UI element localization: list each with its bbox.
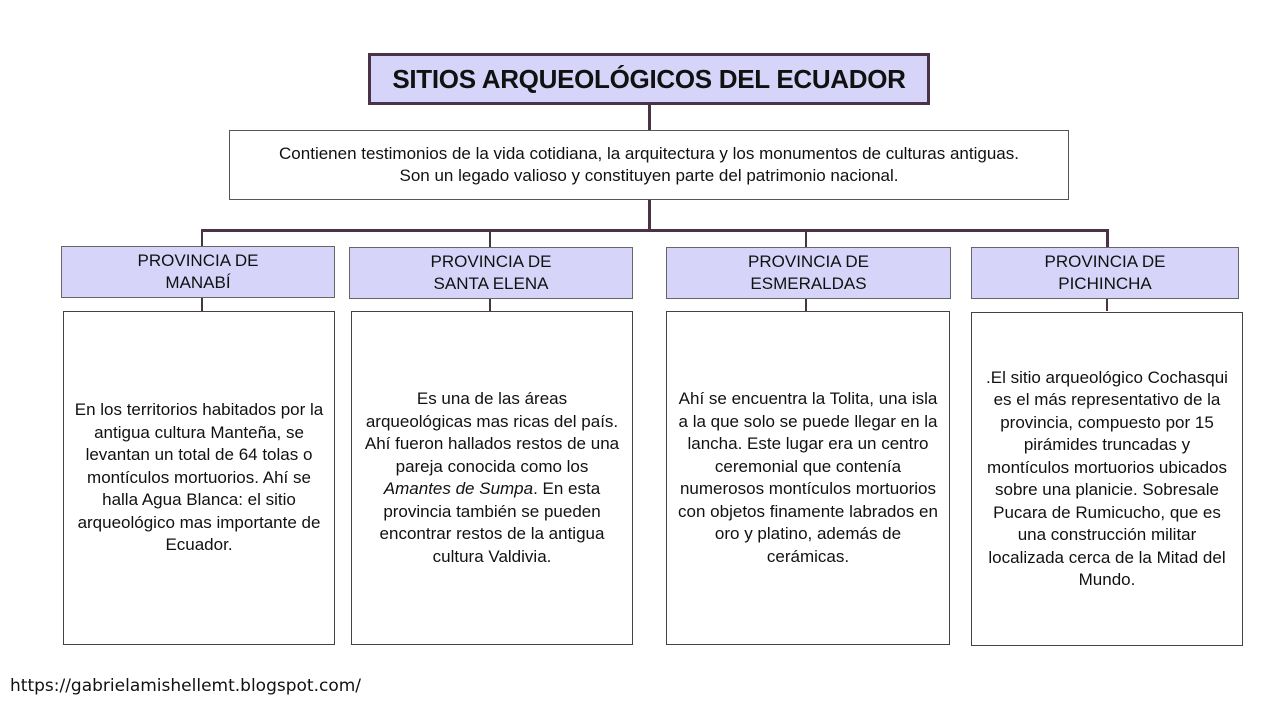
connector-horizontal-bus bbox=[201, 229, 1109, 232]
province-header-esmeraldas bbox=[666, 247, 951, 299]
province-description-esmeraldas bbox=[666, 311, 950, 645]
intro-line-1: Contienen testimonios de la vida cotidiana, la arquitectura y los monumentos de culturas antiguas. bbox=[279, 144, 1019, 163]
description-text-after: . En esta provincia también se pueden encontrar restos de la antigua cultura Valdivia. bbox=[379, 479, 605, 566]
province-header-manabi bbox=[61, 246, 335, 298]
description-text-italic: Amantes de Sumpa bbox=[383, 479, 534, 498]
province-description-pichincha bbox=[971, 312, 1243, 646]
province-label-line1: PROVINCIA DE bbox=[748, 252, 869, 271]
connector-manabi-desc bbox=[201, 297, 203, 311]
province-label-line1: PROVINCIA DE bbox=[137, 251, 259, 270]
description-text: En los territorios habitados por la antigua cultura Manteña, se levantan un total de 64 tolas o montículos mortuorios. Ahí se halla Agua Blanca: el sitio arqueológico mas importante de Ecuador. bbox=[74, 400, 324, 555]
connector-pichincha-desc bbox=[1106, 298, 1108, 311]
province-description-santa-elena bbox=[351, 311, 633, 645]
description-text: Ahí se encuentra la Tolita, una isla a la que solo se puede llegar en la lancha. Este lugar era un centro ceremonial que contenía numerosos montículos mortuorios con objetos finamente labrados en oro y platino, además de cerámicas. bbox=[678, 389, 938, 566]
description-text: .El sitio arqueológico Cochasqui es el más representativo de la provincia, compuesto por 15 pirámides truncadas y montículos mortuorios ubicados sobre una planicie. Sobresale Pucara de Rumicucho, que es una construcción militar localizada cerca de la Mitad del Mundo. bbox=[986, 367, 1228, 589]
connector-santa-elena-desc bbox=[489, 298, 491, 311]
connector-esmeraldas-desc bbox=[805, 298, 807, 311]
connector-bus-pichincha bbox=[1106, 229, 1109, 247]
connector-intro-bus bbox=[648, 200, 651, 230]
connector-bus-manabi bbox=[201, 229, 203, 247]
province-label-line2: SANTA ELENA bbox=[433, 274, 549, 293]
connector-title-intro bbox=[648, 105, 651, 130]
province-description-manabi bbox=[63, 311, 335, 645]
diagram-title: SITIOS ARQUEOLÓGICOS DEL ECUADOR bbox=[368, 53, 930, 105]
intro-box bbox=[229, 130, 1069, 200]
province-label-line2: PICHINCHA bbox=[1058, 274, 1152, 293]
province-label-line2: MANABÍ bbox=[165, 273, 231, 292]
province-label-line2: ESMERALDAS bbox=[750, 274, 867, 293]
connector-bus-esmeraldas bbox=[805, 229, 807, 247]
province-label-line1: PROVINCIA DE bbox=[1044, 252, 1166, 271]
intro-line-2: Son un legado valioso y constituyen parte del patrimonio nacional. bbox=[399, 166, 899, 185]
source-url: https://gabrielamishellemt.blogspot.com/ bbox=[10, 676, 362, 696]
province-label-line1: PROVINCIA DE bbox=[430, 252, 552, 271]
connector-bus-santa-elena bbox=[489, 229, 491, 247]
province-header-santa-elena bbox=[349, 247, 633, 299]
description-text-before: Es una de las áreas arqueológicas mas ricas del país. Ahí fueron hallados restos de una pareja conocida como los bbox=[364, 389, 620, 476]
province-header-pichincha bbox=[971, 247, 1239, 299]
description-text bbox=[362, 388, 622, 568]
